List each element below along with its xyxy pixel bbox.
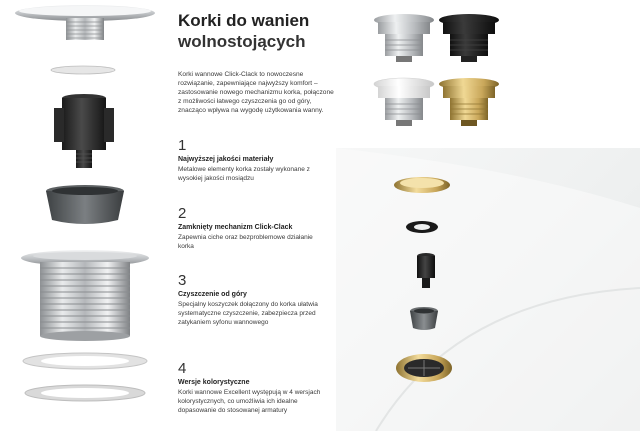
gold-variant [439,78,499,126]
white-variant [374,78,434,126]
color-variants-grid [336,0,640,148]
page-subtitle: wolnostojących [178,32,306,51]
feature-title: Czyszczenie od góry [178,291,247,298]
exploded-parts-illustration [0,0,175,431]
chrome-variant [374,14,434,62]
thin-seal-part [51,66,115,74]
feature-number: 1 [178,137,187,154]
page-title: Korki do wanien [178,11,310,30]
feature-title: Zamknięty mechanizm Click-Clack [178,224,293,231]
assembled-plug-illustration [336,148,640,431]
gold-cap-part [394,177,450,193]
feature-number: 4 [178,360,187,377]
bathtub-product-photo [336,148,640,431]
exploded-parts-column [0,0,175,431]
feature-description: Zapewnia ciche oraz bezproblemowe działanie korka [178,234,313,250]
chrome-cap-part [15,5,155,40]
flat-gasket-part-bottom [25,385,145,401]
feature-3 [178,273,328,327]
feature-title: Najwyższej jakości materiały [178,156,274,163]
feature-number: 3 [178,272,187,289]
text-column [178,0,336,431]
grey-basket-part [410,307,438,330]
feature-4 [178,361,328,415]
feature-1 [178,138,328,183]
click-clack-mechanism-part [54,94,114,168]
feature-number: 2 [178,205,187,222]
product-visuals-column [336,0,640,431]
black-washer-part [406,221,438,233]
gold-drain-ring-part [396,354,452,382]
grey-basket-part [46,185,124,224]
threaded-body-part [21,250,149,341]
feature-description: Metalowe elementy korka zostały wykonane z wysokiej jakości mosiądzu [178,166,310,182]
feature-description: Specjalny koszyczek dołączony do korka ułatwia systematyczne czyszczenie, zabezpiecza przed zatykaniem syfonu wannowego [178,301,318,326]
black-variant [439,14,499,62]
feature-title: Wersje kolorystyczne [178,379,250,386]
flat-gasket-part [23,353,147,369]
feature-description: Korki wannowe Excellent występują w 4 wersjach kolorystycznych, co umożliwia ich idealne dopasowanie do stosowanej armatury [178,389,321,414]
intro-paragraph: Korki wannowe Click-Clack to nowoczesne rozwiązanie, zapewniające najwyższy komfort – zastosowanie nowego mechanizmu korka, połączone z możliwości łatwego czyszczenia go od góry, znacząco wpływa na wygodę użytkowania wanny. [178,71,334,114]
feature-2 [178,206,328,251]
